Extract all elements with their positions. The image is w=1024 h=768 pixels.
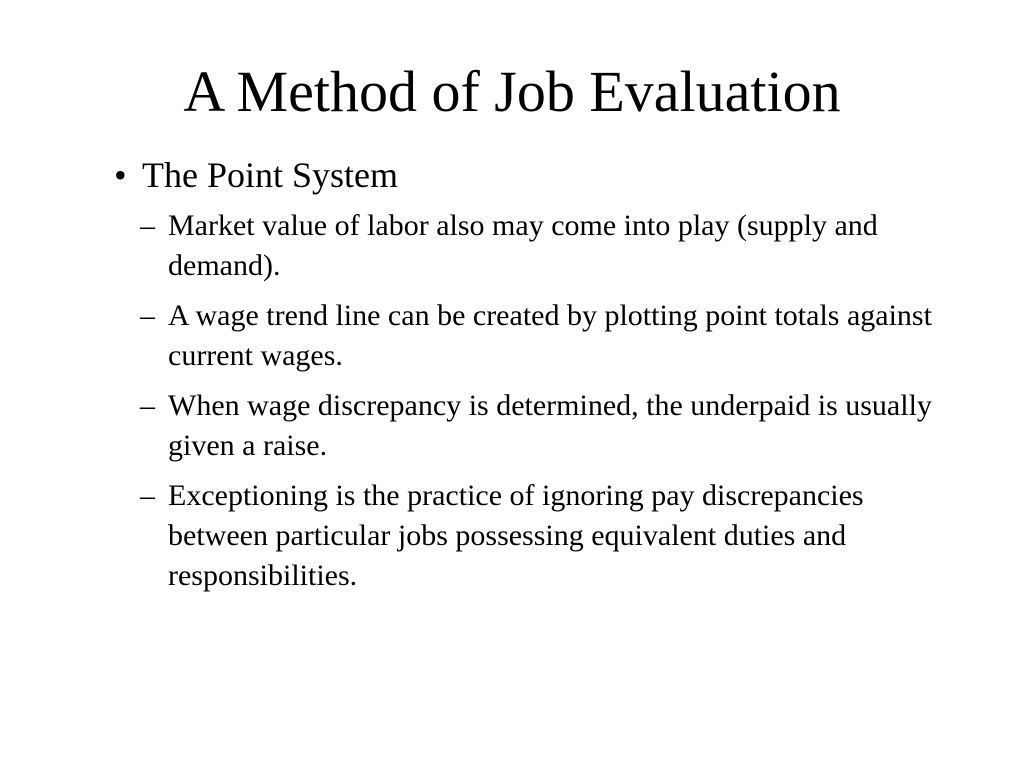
bullet-icon: • xyxy=(114,155,127,195)
sub-bullet-list xyxy=(108,206,948,596)
dash-icon: – xyxy=(140,479,155,512)
main-bullet xyxy=(108,154,948,196)
dash-icon: – xyxy=(140,299,155,332)
slide-title: A Method of Job Evaluation xyxy=(183,59,841,124)
sub-bullet-2 xyxy=(108,296,948,376)
dash-icon: – xyxy=(140,389,155,422)
dash-icon: – xyxy=(140,209,155,242)
sub-bullet-1 xyxy=(108,206,948,286)
slide-content xyxy=(108,154,948,606)
sub-bullet-text: A wage trend line can be created by plotting point totals against current wages. xyxy=(168,299,932,372)
main-bullet-text: The Point System xyxy=(142,155,399,195)
sub-bullet-text: When wage discrepancy is determined, the underpaid is usually given a raise. xyxy=(168,389,932,462)
sub-bullet-3 xyxy=(108,386,948,466)
sub-bullet-text: Market value of labor also may come into play (supply and demand). xyxy=(168,209,878,282)
sub-bullet-4 xyxy=(108,476,948,596)
sub-bullet-text: Exceptioning is the practice of ignoring pay discrepancies between particular jobs possessing equivalent duties and responsibilities. xyxy=(168,479,864,592)
